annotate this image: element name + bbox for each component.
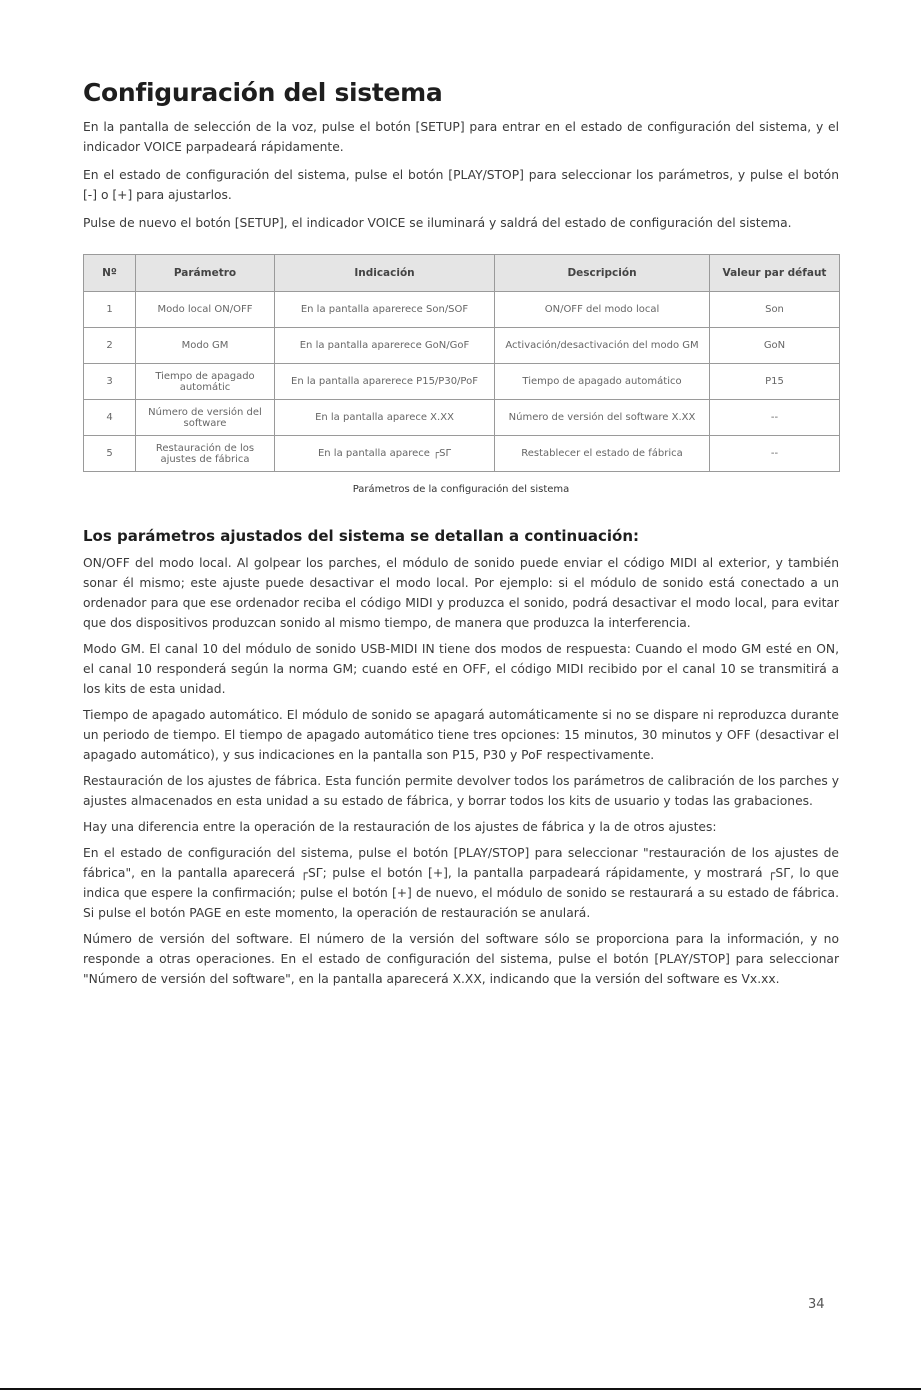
column-header-number: Nº xyxy=(84,255,136,292)
cell-indication: En la pantalla aparerece Son/SOF xyxy=(275,292,495,328)
intro-paragraph: En el estado de configuración del sistema, pulse el botón [PLAY/STOP] para seleccionar los parámetros, y pulse el botón [-] o [+] para ajustarlos. xyxy=(83,168,839,202)
detail-paragraph: En el estado de configuración del sistema, pulse el botón [PLAY/STOP] para seleccionar "restauración de los ajustes de fábrica", en la pantalla aparecerá ┌SΓ; pulse el botón [+], la pantalla parpadeará rápidamente, y mostrará ┌SΓ, lo que indica que espere la confirmación; pulse el botón [+] de nuevo, el módulo de sonido se restaurará a su estado de fábrica. Si pulse el botón PAGE en este momento, la operación de restauración se anulará. xyxy=(83,846,839,920)
detail-paragraph: Tiempo de apagado automático. El módulo de sonido se apagará automáticamente si no se dispare ni reproduzca durante un periodo de tiempo. El tiempo de apagado automático tiene tres opciones: 15 minutos, 30 minutos y OFF (desactivar el apagado automático), y sus indicaciones en la pantalla son P15, P30 y PoF respectivamente. xyxy=(83,708,839,762)
cell-parameter: Modo GM xyxy=(136,328,275,364)
detail-paragraph: ON/OFF del modo local. Al golpear los parches, el módulo de sonido puede enviar el código MIDI al exterior, y también sonar él mismo; este ajuste puede desactivar el modo local. Por ejemplo: si el módulo de sonido está conectado a un ordenador para que ese ordenador reciba el código MIDI y produzca el sonido, podrá desactivar el modo local, para evitar que dos dispositivos produzcan sonido al mismo tiempo, de manera que produzca la interferencia. xyxy=(83,556,839,630)
cell-description: Restablecer el estado de fábrica xyxy=(495,436,710,472)
cell-description: Activación/desactivación del modo GM xyxy=(495,328,710,364)
column-header-default-value: Valeur par défaut xyxy=(710,255,840,292)
cell-indication: En la pantalla aparerece P15/P30/PoF xyxy=(275,364,495,400)
cell-default-value: -- xyxy=(710,436,840,472)
detail-paragraph: Modo GM. El canal 10 del módulo de sonido USB-MIDI IN tiene dos modos de respuesta: Cuando el modo GM esté en ON, el canal 10 responderá según la norma GM; cuando esté en OFF, el código MIDI recibido por el canal 10 se transmitirá a los kits de esta unidad. xyxy=(83,642,839,696)
section-heading: Los parámetros ajustados del sistema se detallan a continuación: xyxy=(83,527,640,545)
cell-number: 3 xyxy=(84,364,136,400)
table-caption: Parámetros de la configuración del sistema xyxy=(352,484,570,495)
cell-parameter: Tiempo de apagado automátic xyxy=(136,364,275,400)
cell-indication: En la pantalla aparece X.XX xyxy=(275,400,495,436)
page-title: Configuración del sistema xyxy=(83,78,443,107)
intro-paragraph: En la pantalla de selección de la voz, pulse el botón [SETUP] para entrar en el estado de configuración del sistema, y el indicador VOICE parpadeará rápidamente. xyxy=(83,120,839,154)
cell-indication: En la pantalla aparerece GoN/GoF xyxy=(275,328,495,364)
column-header-indication: Indicación xyxy=(275,255,495,292)
table-row xyxy=(84,292,840,328)
cell-default-value: P15 xyxy=(710,364,840,400)
cell-indication: En la pantalla aparece ┌SΓ xyxy=(275,436,495,472)
table-row xyxy=(84,436,840,472)
detail-paragraph: Hay una diferencia entre la operación de la restauración de los ajustes de fábrica y la de otros ajustes: xyxy=(83,820,717,834)
cell-parameter: Restauración de los ajustes de fábrica xyxy=(136,436,275,472)
parameters-table xyxy=(83,254,840,472)
cell-default-value: -- xyxy=(710,400,840,436)
cell-description: Tiempo de apagado automático xyxy=(495,364,710,400)
detail-paragraph: Número de versión del software. El número de la versión del software sólo se proporciona para la información, y no responde a otras operaciones. En el estado de configuración del sistema, pulse el botón [PLAY/STOP] para seleccionar "Número de versión del software", en la pantalla aparecerá X.XX, indicando que la versión del software es Vx.xx. xyxy=(83,932,839,986)
detail-paragraph: Restauración de los ajustes de fábrica. Esta función permite devolver todos los parámetros de calibración de los parches y ajustes almacenados en esta unidad a su estado de fábrica, y borrar todos los kits de usuario y todas las grabaciones. xyxy=(83,774,839,808)
table-row xyxy=(84,328,840,364)
column-header-description: Descripción xyxy=(495,255,710,292)
cell-number: 4 xyxy=(84,400,136,436)
cell-default-value: GoN xyxy=(710,328,840,364)
cell-description: Número de versión del software X.XX xyxy=(495,400,710,436)
column-header-parameter: Parámetro xyxy=(136,255,275,292)
intro-section xyxy=(83,117,839,241)
table-header-row xyxy=(84,255,840,292)
page-number: 34 xyxy=(808,1297,825,1312)
cell-number: 2 xyxy=(84,328,136,364)
table-row xyxy=(84,364,840,400)
details-section xyxy=(83,553,839,995)
cell-default-value: Son xyxy=(710,292,840,328)
cell-parameter: Número de versión del software xyxy=(136,400,275,436)
cell-number: 5 xyxy=(84,436,136,472)
cell-number: 1 xyxy=(84,292,136,328)
intro-paragraph: Pulse de nuevo el botón [SETUP], el indicador VOICE se iluminará y saldrá del estado de configuración del sistema. xyxy=(83,216,792,230)
cell-parameter: Modo local ON/OFF xyxy=(136,292,275,328)
bottom-rule xyxy=(0,1388,921,1390)
cell-description: ON/OFF del modo local xyxy=(495,292,710,328)
table-row xyxy=(84,400,840,436)
